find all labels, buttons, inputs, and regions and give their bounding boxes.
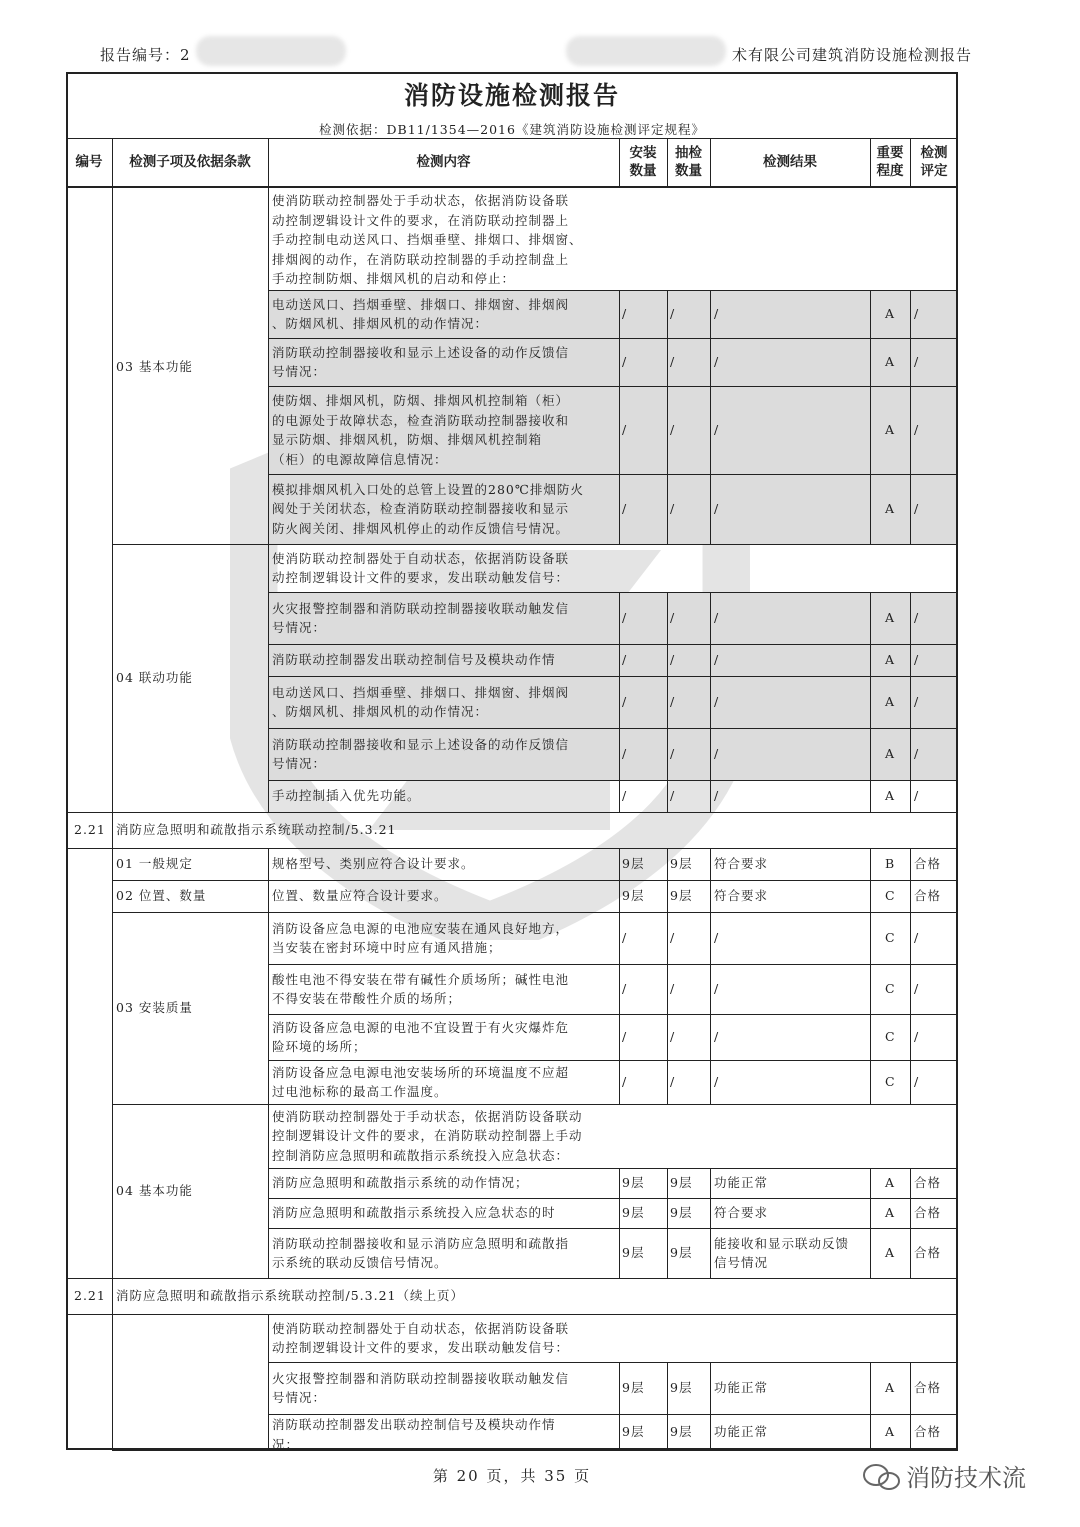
brand-label: 消防技术流 [906, 1464, 1026, 1492]
test-result: 符合要求 [714, 856, 769, 872]
col-divider [268, 848, 269, 1278]
col-divider [910, 1168, 911, 1198]
sample-quantity: 9层 [670, 1424, 693, 1440]
col-divider [870, 912, 871, 964]
sample-quantity: / [670, 501, 676, 517]
sample-quantity: / [670, 354, 676, 370]
evaluation: / [914, 354, 920, 370]
test-result: / [714, 930, 720, 946]
test-procedure: 使消防联动控制器处于手动状态，依据消防设备联 动控制逻辑设计文件的要求，在消防联动控制器上 手动控制电动送风口、挡烟垂壁、排烟口、排烟窗、 排烟阀的动作，在消防联动控制器的手动控制盘上 手动控制防烟、排烟风机的启动和停止： [272, 193, 583, 287]
col-divider [910, 644, 911, 676]
col-divider [870, 1060, 871, 1104]
evaluation: / [914, 501, 920, 517]
col-divider [619, 1014, 620, 1060]
col-divider [112, 812, 113, 848]
group-divider [112, 912, 268, 913]
col-divider [910, 474, 911, 544]
col-divider [667, 1228, 668, 1278]
install-quantity: / [622, 788, 628, 804]
install-quantity: 9层 [622, 1380, 645, 1396]
col-divider [710, 592, 711, 644]
col-divider [710, 676, 711, 728]
section-title: 消防应急照明和疏散指示系统联动控制/5.3.21（续上页） [116, 1288, 464, 1303]
test-result: / [714, 354, 720, 370]
sample-quantity: 9层 [670, 1245, 693, 1261]
importance-level: A [885, 652, 896, 668]
evaluation: / [914, 694, 920, 710]
col-divider [910, 1060, 911, 1104]
col-divider [870, 644, 871, 676]
sample-quantity: / [670, 788, 676, 804]
col-header-importance [870, 139, 910, 185]
evaluation: / [914, 788, 920, 804]
row-divider [268, 1228, 958, 1229]
col-header-install-a: 安装 [629, 145, 657, 161]
install-quantity: / [622, 354, 628, 370]
evaluation: 合格 [914, 1424, 942, 1440]
col-divider [619, 474, 620, 544]
sample-quantity: / [670, 981, 676, 997]
wechat-icon [862, 1463, 902, 1493]
col-divider [710, 644, 711, 676]
row-divider [268, 544, 958, 545]
install-quantity: / [622, 930, 628, 946]
col-header-evaluation-a: 检测 [920, 145, 948, 161]
col-divider [910, 1198, 911, 1228]
report-number-label: 报告编号： [100, 46, 181, 64]
evaluation: / [914, 306, 920, 322]
col-divider [870, 1014, 871, 1060]
test-result: / [714, 746, 720, 762]
col-divider [619, 964, 620, 1014]
col-divider [667, 676, 668, 728]
row-divider [268, 386, 958, 387]
col-divider [619, 290, 620, 338]
row-divider [268, 1014, 958, 1015]
importance-level: A [885, 788, 896, 804]
evaluation: / [914, 422, 920, 438]
test-result: / [714, 981, 720, 997]
col-divider [870, 964, 871, 1014]
col-divider [112, 1278, 113, 1314]
importance-level: A [885, 501, 896, 517]
test-result: 功能正常 [714, 1424, 769, 1440]
col-divider [910, 592, 911, 644]
col-divider [112, 186, 113, 812]
sample-quantity: / [670, 610, 676, 626]
row-divider [268, 728, 958, 729]
col-divider [619, 386, 620, 474]
row-divider [268, 1198, 958, 1199]
col-divider [870, 676, 871, 728]
col-divider [667, 912, 668, 964]
section-number: 2.21 [74, 822, 106, 837]
importance-level: A [885, 306, 896, 322]
col-divider [710, 1228, 711, 1278]
test-item: 消防设备应急电源电池安装场所的环境温度不应超 过电池标称的最高工作温度。 [272, 1064, 570, 1099]
evaluation: / [914, 981, 920, 997]
row-divider [268, 338, 958, 339]
test-result: / [714, 788, 720, 804]
row-divider [66, 848, 958, 849]
col-divider [619, 880, 620, 912]
importance-level: C [885, 1074, 896, 1090]
evaluation: / [914, 1029, 920, 1045]
sample-quantity: / [670, 746, 676, 762]
group-divider [112, 880, 268, 881]
sample-quantity: 9层 [670, 1205, 693, 1221]
install-quantity: 9层 [622, 856, 645, 872]
col-header-content: 检测内容 [416, 154, 471, 170]
install-quantity: 9层 [622, 888, 645, 904]
importance-level: A [885, 746, 896, 762]
test-item: 火灾报警控制器和消防联动控制器接收联动触发信 号情况： [272, 1370, 570, 1405]
col-divider [870, 386, 871, 474]
install-quantity: / [622, 1074, 628, 1090]
col-divider [619, 1060, 620, 1104]
install-quantity: / [622, 1029, 628, 1045]
col-divider [112, 1314, 113, 1450]
importance-level: A [885, 1245, 896, 1261]
redaction-blur [196, 36, 346, 66]
col-divider [870, 474, 871, 544]
row-divider [268, 912, 958, 913]
col-header-sample-a: 抽检 [675, 145, 702, 161]
col-divider [619, 1198, 620, 1228]
col-divider [667, 1198, 668, 1228]
install-quantity: / [622, 422, 628, 438]
row-divider [268, 1060, 958, 1061]
col-divider [667, 964, 668, 1014]
col-divider [710, 728, 711, 780]
evaluation: 合格 [914, 888, 942, 904]
test-result: 功能正常 [714, 1175, 769, 1191]
page-footer: 第 20 页，共 35 页 [432, 1467, 592, 1485]
sample-quantity: / [670, 694, 676, 710]
col-header-evaluation-b: 评定 [920, 163, 948, 179]
col-divider [870, 728, 871, 780]
test-sub-item: 01 一般规定 [116, 856, 193, 871]
col-divider [619, 1168, 620, 1198]
col-divider [910, 1414, 911, 1450]
importance-level: A [885, 1380, 896, 1396]
row-divider [268, 880, 958, 881]
report-number-value: 2 [180, 46, 191, 64]
evaluation: 合格 [914, 1380, 942, 1396]
install-quantity: / [622, 746, 628, 762]
row-divider [268, 676, 958, 677]
col-divider [619, 848, 620, 880]
col-divider [667, 728, 668, 780]
col-divider [710, 964, 711, 1014]
sample-quantity: / [670, 652, 676, 668]
col-divider [910, 912, 911, 964]
col-divider [710, 780, 711, 812]
test-result: 符合要求 [714, 888, 769, 904]
col-divider [870, 1362, 871, 1414]
col-divider [710, 880, 711, 912]
test-item: 消防应急照明和疏散指示系统的动作情况； [272, 1175, 529, 1191]
evaluation: 合格 [914, 1245, 942, 1261]
row-divider [268, 644, 958, 645]
col-divider [619, 728, 620, 780]
redaction-blur [566, 36, 726, 66]
sample-quantity: / [670, 422, 676, 438]
col-header-install-b: 数量 [629, 163, 657, 179]
section-number: 2.21 [74, 1288, 106, 1303]
install-quantity: 9层 [622, 1175, 645, 1191]
sample-quantity: 9层 [670, 888, 693, 904]
evaluation: / [914, 746, 920, 762]
col-divider [667, 1014, 668, 1060]
col-divider [870, 1198, 871, 1228]
company-name: 术有限公司建筑消防设施检测报告 [731, 46, 972, 64]
test-sub-item: 03 安装质量 [116, 1000, 193, 1015]
evaluation: 合格 [914, 856, 942, 872]
col-header-install [619, 139, 667, 185]
col-divider [870, 1168, 871, 1198]
test-procedure: 使消防联动控制器处于手动状态，依据消防设备联动 控制逻辑设计文件的要求，在消防联动控制器上手动 控制消防应急照明和疏散指示系统投入应急状态： [272, 1108, 583, 1163]
col-divider [667, 1362, 668, 1414]
col-divider [910, 386, 911, 474]
report-title: 消防设施检测报告 [403, 81, 620, 110]
sample-quantity: 9层 [670, 1380, 693, 1396]
col-divider [667, 1168, 668, 1198]
col-divider [710, 290, 711, 338]
col-divider [619, 1228, 620, 1278]
evaluation: / [914, 1074, 920, 1090]
sample-quantity: / [670, 1074, 676, 1090]
col-divider [910, 1014, 911, 1060]
importance-level: A [885, 610, 896, 626]
col-divider [710, 338, 711, 386]
test-procedure: 使消防联动控制器处于自动状态，依据消防设备联 动控制逻辑设计文件的要求，发出联动触发信号： [272, 550, 570, 585]
sample-quantity: / [670, 930, 676, 946]
test-item: 火灾报警控制器和消防联动控制器接收联动触发信 号情况： [272, 600, 570, 635]
test-result: / [714, 1074, 720, 1090]
col-divider [667, 474, 668, 544]
test-item: 电动送风口、挡烟垂壁、排烟口、排烟窗、排烟阀 、防烟风机、排烟风机的动作情况： [272, 684, 570, 719]
test-result: / [714, 610, 720, 626]
test-result: 能接收和显示联动反馈 信号情况 [714, 1235, 850, 1270]
test-result: / [714, 1029, 720, 1045]
col-divider [910, 880, 911, 912]
col-divider [910, 780, 911, 812]
col-header-sample [667, 139, 710, 185]
row-divider [268, 780, 958, 781]
test-sub-item: 04 基本功能 [116, 1183, 193, 1198]
col-divider [710, 386, 711, 474]
test-procedure: 使消防联动控制器处于自动状态，依据消防设备联 动控制逻辑设计文件的要求，发出联动触发信号： [272, 1320, 570, 1355]
test-result: 符合要求 [714, 1205, 769, 1221]
col-header-item: 检测子项及依据条款 [129, 154, 251, 170]
col-header-evaluation [910, 139, 958, 185]
col-divider [910, 1362, 911, 1414]
col-divider [870, 780, 871, 812]
col-divider [619, 780, 620, 812]
test-sub-item: 03 基本功能 [116, 359, 193, 374]
row-divider [268, 592, 958, 593]
section-title: 消防应急照明和疏散指示系统联动控制/5.3.21 [116, 822, 397, 837]
col-divider [910, 338, 911, 386]
test-item: 酸性电池不得安装在带有碱性介质场所；碱性电池 不得安装在带酸性介质的场所； [272, 971, 570, 1006]
sample-quantity: 9层 [670, 1175, 693, 1191]
importance-level: A [885, 1175, 896, 1191]
sample-quantity: 9层 [670, 856, 693, 872]
col-divider [667, 386, 668, 474]
col-divider [710, 848, 711, 880]
importance-level: A [885, 694, 896, 710]
col-header-importance-a: 重要 [876, 145, 904, 161]
group-divider [112, 1104, 268, 1105]
col-divider [667, 644, 668, 676]
col-divider [870, 848, 871, 880]
col-divider [870, 338, 871, 386]
col-divider [870, 1228, 871, 1278]
group-divider [112, 1278, 268, 1279]
report-number [100, 44, 191, 65]
col-divider [710, 1414, 711, 1450]
col-divider [710, 912, 711, 964]
test-item: 使防烟、排烟风机，防烟、排烟风机控制箱（柜） 的电源处于故障状态，检查消防联动控制器接收和 显示防烟、排烟风机，防烟、排烟风机控制箱 （柜）的电源故障信息情况： [272, 393, 570, 467]
test-item: 消防联动控制器接收和显示上述设备的动作反馈信 号情况： [272, 736, 570, 771]
test-item: 模拟排烟风机入口处的总管上设置的280℃排烟防火 阀处于关闭状态，检查消防联动控制器接收和显示 防火阀关闭、排烟风机停止的动作反馈信号情况。 [272, 481, 584, 536]
col-divider [910, 848, 911, 880]
test-item: 电动送风口、挡烟垂壁、排烟口、排烟窗、排烟阀 、防烟风机、排烟风机的动作情况： [272, 296, 570, 331]
col-divider [112, 848, 113, 1278]
test-result: / [714, 422, 720, 438]
test-result: 功能正常 [714, 1380, 769, 1396]
test-result: / [714, 652, 720, 668]
install-quantity: 9层 [622, 1205, 645, 1221]
importance-level: C [885, 930, 896, 946]
col-divider [268, 1314, 269, 1450]
install-quantity: / [622, 501, 628, 517]
test-item: 消防联动控制器发出联动控制信号及模块动作情 [272, 652, 556, 668]
row-divider [66, 1314, 958, 1315]
importance-level: A [885, 1205, 896, 1221]
row-divider [268, 1104, 958, 1105]
test-result: / [714, 501, 720, 517]
col-header-importance-b: 程度 [876, 163, 904, 179]
col-divider [710, 1168, 711, 1198]
test-sub-item: 04 联动功能 [116, 670, 193, 685]
col-divider [619, 676, 620, 728]
sample-quantity: / [670, 1029, 676, 1045]
row-divider [268, 290, 958, 291]
importance-level: C [885, 1029, 896, 1045]
install-quantity: / [622, 610, 628, 626]
test-item: 消防联动控制器接收和显示上述设备的动作反馈信 号情况： [272, 344, 570, 379]
install-quantity: / [622, 306, 628, 322]
col-divider [619, 592, 620, 644]
group-divider [112, 1450, 268, 1451]
test-result: / [714, 694, 720, 710]
col-divider [619, 1362, 620, 1414]
col-divider [619, 644, 620, 676]
inspection-basis: 检测依据：DB11/1354—2016《建筑消防设施检测评定规程》 [319, 122, 705, 137]
col-divider [710, 1060, 711, 1104]
col-divider [910, 728, 911, 780]
col-divider [619, 338, 620, 386]
evaluation: / [914, 610, 920, 626]
row-divider [268, 1168, 958, 1169]
col-divider [667, 592, 668, 644]
col-divider [870, 880, 871, 912]
col-divider [710, 1198, 711, 1228]
group-divider [112, 812, 268, 813]
col-divider [619, 912, 620, 964]
test-item: 消防联动控制器发出联动控制信号及模块动作情 况； [272, 1417, 556, 1452]
install-quantity: / [622, 981, 628, 997]
col-divider [710, 1014, 711, 1060]
col-divider [910, 1228, 911, 1278]
group-divider [112, 544, 268, 545]
sample-quantity: / [670, 306, 676, 322]
col-divider [910, 676, 911, 728]
col-header-sample-b: 数量 [675, 163, 702, 179]
col-divider [667, 780, 668, 812]
test-sub-item: 02 位置、数量 [116, 888, 207, 903]
evaluation: / [914, 652, 920, 668]
row-divider [268, 1362, 958, 1363]
col-divider [268, 186, 269, 812]
evaluation: 合格 [914, 1175, 942, 1191]
install-quantity: / [622, 694, 628, 710]
col-header-result: 检测结果 [763, 154, 817, 170]
col-header-no: 编号 [75, 154, 103, 170]
importance-level: C [885, 888, 896, 904]
importance-level: A [885, 1424, 896, 1440]
col-divider [667, 338, 668, 386]
col-divider [667, 290, 668, 338]
test-item: 消防应急照明和疏散指示系统投入应急状态的时 [272, 1205, 556, 1221]
test-item: 消防联动控制器接收和显示消防应急照明和疏散指 示系统的联动反馈信号情况。 [272, 1235, 570, 1270]
install-quantity: 9层 [622, 1424, 645, 1440]
col-divider [667, 848, 668, 880]
col-divider [667, 880, 668, 912]
col-divider [870, 1414, 871, 1450]
importance-level: C [885, 981, 896, 997]
test-item: 手动控制插入优先功能。 [272, 788, 421, 804]
install-quantity: 9层 [622, 1245, 645, 1261]
importance-level: A [885, 422, 896, 438]
col-divider [710, 1362, 711, 1414]
col-divider [910, 290, 911, 338]
importance-level: A [885, 354, 896, 370]
test-item: 位置、数量应符合设计要求。 [272, 888, 448, 904]
install-quantity: / [622, 652, 628, 668]
col-divider [619, 1414, 620, 1450]
test-result: / [714, 306, 720, 322]
evaluation: 合格 [914, 1205, 942, 1221]
col-divider [870, 290, 871, 338]
row-divider [268, 474, 958, 475]
evaluation: / [914, 930, 920, 946]
col-divider [710, 474, 711, 544]
test-item: 规格型号、类别应符合设计要求。 [272, 856, 475, 872]
col-divider [870, 592, 871, 644]
col-divider [667, 1414, 668, 1450]
importance-level: B [885, 856, 896, 872]
col-divider [667, 1060, 668, 1104]
test-item: 消防设备应急电源的电池应安装在通风良好地方， 当安装在密封环境中时应有通风措施； [272, 920, 570, 955]
test-item: 消防设备应急电源的电池不宜设置于有火灾爆炸危 险环境的场所； [272, 1019, 570, 1054]
col-divider [910, 964, 911, 1014]
row-divider [268, 964, 958, 965]
